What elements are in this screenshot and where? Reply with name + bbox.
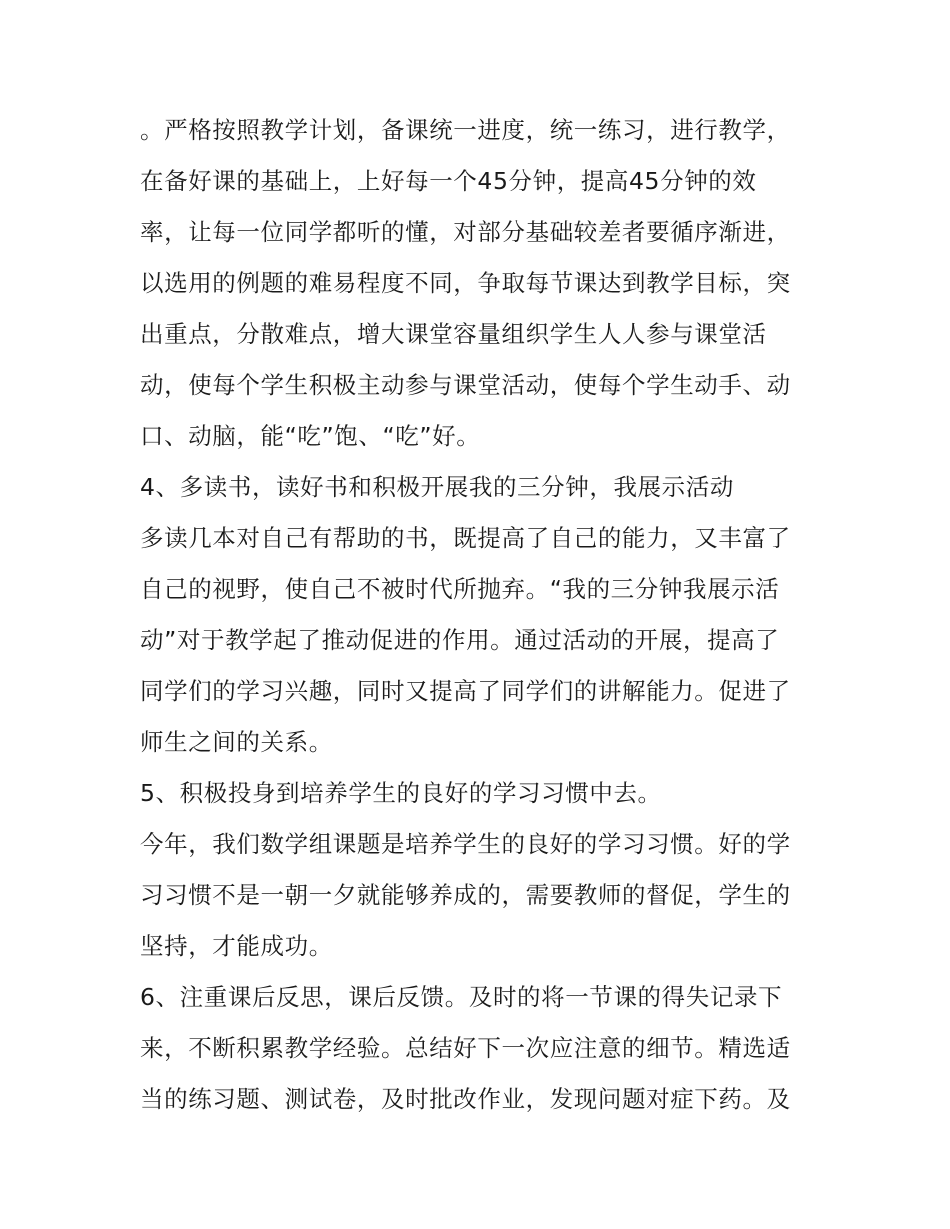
text-line: 多读几本对自己有帮助的书，既提高了自己的能力，又丰富了 — [140, 524, 791, 552]
text-line: 在备好课的基础上，上好每一个45分钟，提高45分钟的效 — [140, 167, 757, 195]
section-heading: 4、多读书，读好书和积极开展我的三分钟，我展示活动 — [140, 473, 734, 501]
section-heading: 5、积极投身到培养学生的良好的学习习惯中去。 — [140, 779, 662, 807]
document-body — [140, 110, 820, 1130]
text-line: 同学们的学习兴趣，同时又提高了同学们的讲解能力。促进了 — [140, 677, 791, 705]
text-line: 出重点，分散难点，增大课堂容量组织学生人人参与课堂活 — [140, 320, 767, 348]
text-line: 来，不断积累教学经验。总结好下一次应注意的细节。精选适 — [140, 1034, 791, 1062]
text-line: 动”对于教学起了推动促进的作用。通过活动的开展，提高了 — [140, 626, 780, 654]
text-line: 自己的视野，使自己不被时代所抛弃。“我的三分钟我展示活 — [140, 575, 780, 603]
text-line: 口、动脑，能“吃”饱、“吃”好。 — [140, 422, 481, 450]
text-line: 今年，我们数学组课题是培养学生的良好的学习习惯。好的学 — [140, 830, 791, 858]
text-line: 当的练习题、测试卷，及时批改作业，发现问题对症下药。及 — [140, 1085, 791, 1113]
text-line: 动，使每个学生积极主动参与课堂活动，使每个学生动手、动 — [140, 371, 791, 399]
section-heading: 6、注重课后反思，课后反馈。及时的将一节课的得失记录下 — [140, 983, 783, 1011]
text-line: 师生之间的关系。 — [140, 728, 333, 756]
text-line: 率，让每一位同学都听的懂，对部分基础较差者要循序渐进， — [140, 218, 791, 246]
text-line: 坚持，才能成功。 — [140, 932, 333, 960]
text-line: 习习惯不是一朝一夕就能够养成的，需要教师的督促，学生的 — [140, 881, 791, 909]
text-line: 以选用的例题的难易程度不同，争取每节课达到教学目标，突 — [140, 269, 791, 297]
text-line: 。严格按照教学计划，备课统一进度，统一练习，进行教学， — [140, 116, 791, 144]
